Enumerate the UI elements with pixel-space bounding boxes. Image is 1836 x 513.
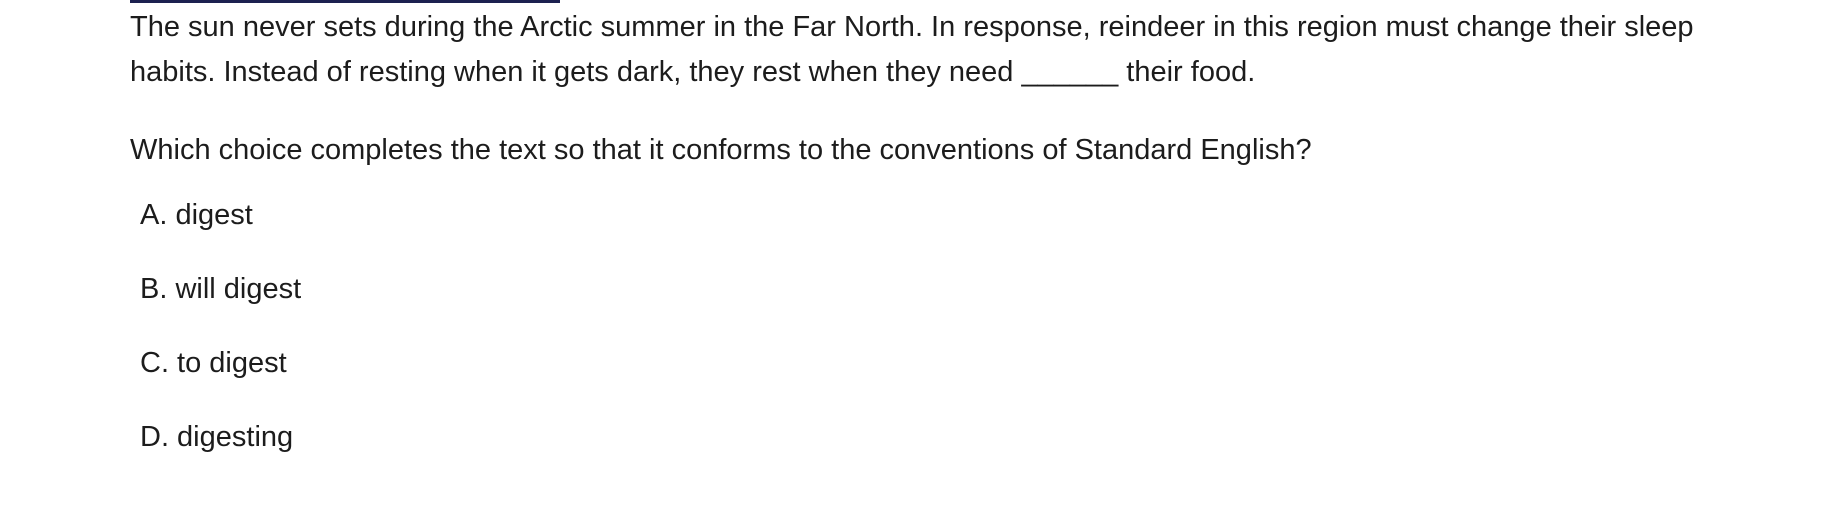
passage-top-rule [130, 0, 560, 3]
choice-c[interactable]: C. to digest [140, 347, 287, 379]
choice-b[interactable]: B. will digest [140, 273, 302, 305]
question-prompt: Which choice completes the text so that it conforms to the conventions of Standard English? [130, 134, 1312, 166]
answer-choices [140, 193, 301, 489]
choice-a[interactable]: A. digest [140, 199, 253, 231]
passage-text: The sun never sets during the Arctic summer in the Far North. In response, reindeer in this region must change their sleep habits. Instead of resting when it gets dark, they rest when they need ______ their food. [130, 11, 1694, 88]
choice-d[interactable]: D. digesting [140, 421, 294, 453]
